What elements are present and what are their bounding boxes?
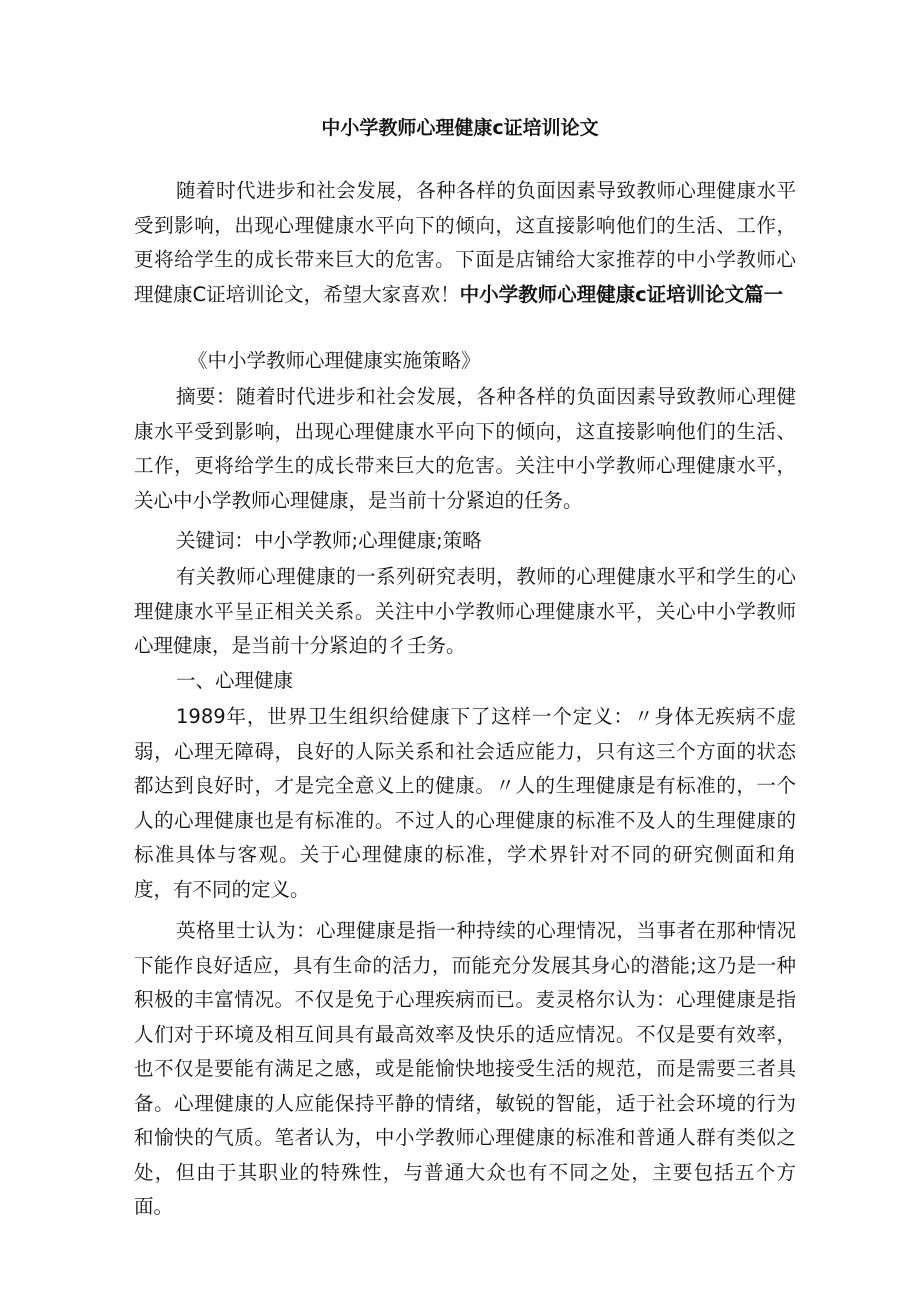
keywords-line: 关键词：中小学教师;心理健康;策略: [176, 529, 482, 552]
who-definition-paragraph: 1989年，世界卫生组织给健康下了这样一个定义：〃身体无疾病不虚弱，心理无障碍，良好的人际关系和社会适应能力，只有这三个方面的状态都达到良好时，才是完全意义上的健康。〃人的生理健康是有标准的，一个人的心理健康也是有标准的。不过人的心理健康的标准不及人的生理健康的标准具体与客观。关于心理健康的标准，学术界针对不同的研究侧面和角度，有不同的定义。: [134, 705, 796, 901]
abstract-paragraph: 摘要：随着时代进步和社会发展，各种各样的负面因素导致教师心理健康水平受到影响，出现心理健康水平向下的倾向，这直接影响他们的生活、工作，更将给学生的成长带来巨大的危害。关注中小学教师心理健康水平，关心中小学教师心理健康，是当前十分紧迫的任务。: [134, 385, 796, 512]
section-one-heading: 一、心理健康: [176, 669, 294, 692]
research-paragraph: 有关教师心理健康的一系列研究表明，教师的心理健康水平和学生的心理健康水平呈正相关关系。关注中小学教师心理健康水平，关心中小学教师心理健康，是当前十分紧迫的彳壬务。: [134, 565, 796, 657]
document-title: 中小学教师心理健康c证培训论文: [321, 117, 599, 139]
intro-bold-heading: 中小学教师心理健康c证培训论文篇一: [459, 282, 784, 306]
book-title: 《中小学教师心理健康实施策略》: [188, 349, 481, 372]
intro-paragraph: [134, 174, 796, 312]
intro-text: 随着时代进步和社会发展，各种各样的负面因素导致教师心理健康水平受到影响，出现心理健康水平向下的倾向，这直接影响他们的生活、工作，更将给学生的成长带来巨大的危害。下面是店铺给大家推荐的中小学教师心理健康C证培训论文，希望大家喜欢！: [134, 179, 796, 306]
english-scholar-paragraph: 英格里士认为：心理健康是指一种持续的心理情况，当事者在那种情况下能作良好适应，具有生命的活力，而能充分发展其身心的潜能;这乃是一种积极的丰富情况。不仅是免于心理疾病而已。麦灵格尔认为：心理健康是指人们对于环境及相互间具有最高效率及快乐的适应情况。不仅是要有效率，也不仅是要能有满足之感，或是能愉快地接受生活的规范，而是需要三者具备。心理健康的人应能保持平静的情绪，敏锐的智能，适于社会环境的行为和愉快的气质。笔者认为，中小学教师心理健康的标准和普通人群有类似之处，但由于其职业的特殊性，与普通大众也有不同之处，主要包括五个方面。: [134, 919, 796, 1218]
